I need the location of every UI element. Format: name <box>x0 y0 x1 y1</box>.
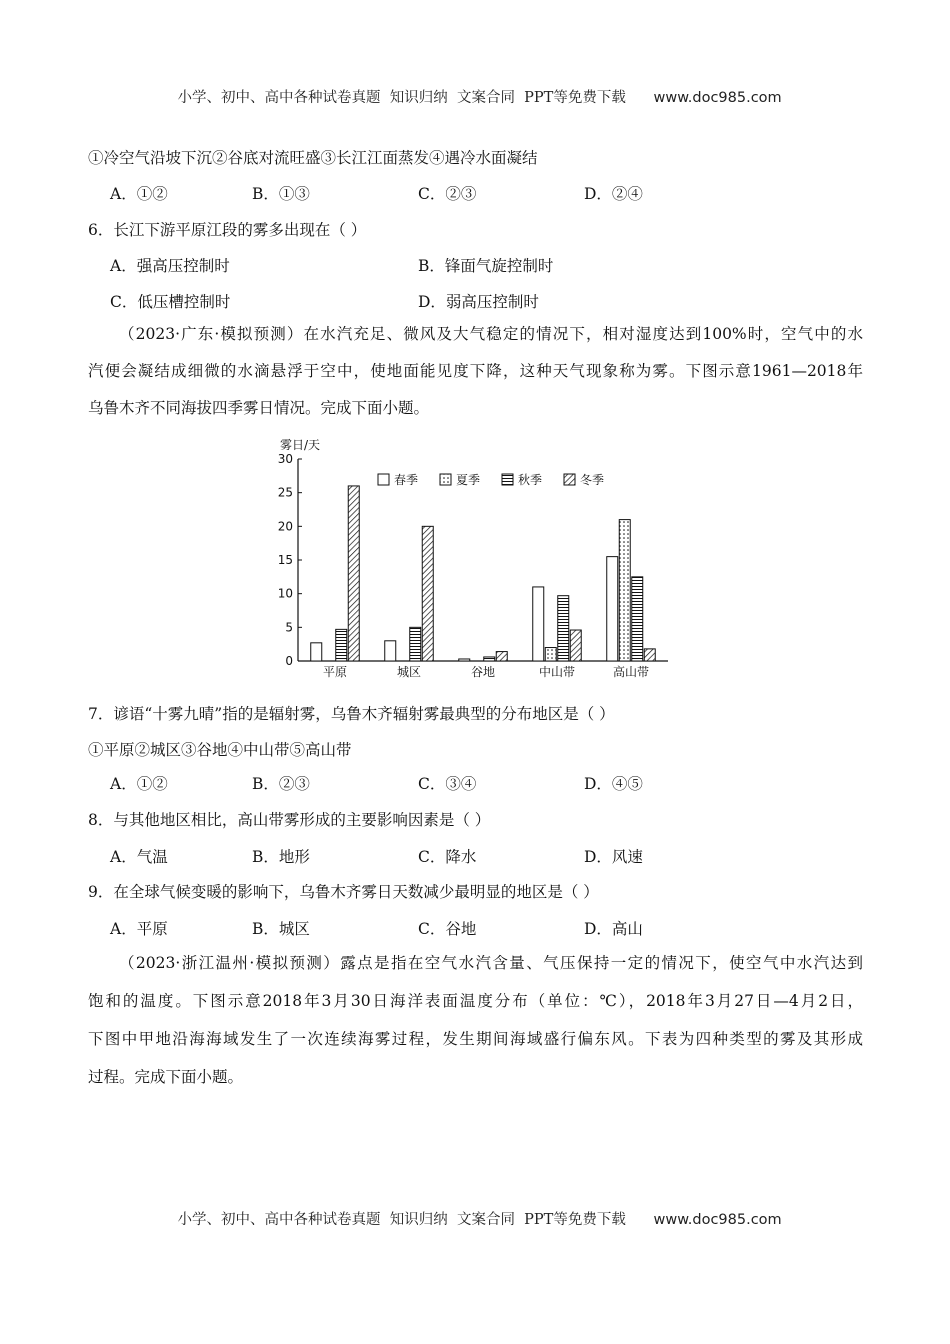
q8-option-c[interactable]: C．降水 <box>418 848 477 866</box>
legend-swatch <box>440 474 451 485</box>
q8-stem: 8．与其他地区相比，高山带雾形成的主要影响因素是（ ） <box>88 811 491 829</box>
bar-冬季-平原 <box>348 486 359 661</box>
q7-option-d[interactable]: D．④⑤ <box>584 775 643 793</box>
passage-2-line-4: 过程。完成下面小题。 <box>88 1068 244 1086</box>
q6-option-c[interactable]: C．低压槽控制时 <box>110 293 231 311</box>
q7-stem: 7．谚语“十雾九晴”指的是辐射雾，乌鲁木齐辐射雾最典型的分布地区是（ ） <box>88 705 615 723</box>
passage-1-line-3: 乌鲁木齐不同海拔四季雾日情况。完成下面小题。 <box>88 399 430 417</box>
bar-冬季-高山带 <box>644 649 655 661</box>
q9-option-c[interactable]: C．谷地 <box>418 920 477 938</box>
bar-春季-谷地 <box>459 659 470 661</box>
header-url: www.doc985.com <box>653 90 782 106</box>
y-tick-label: 0 <box>285 654 293 668</box>
x-tick-label: 高山带 <box>612 665 650 679</box>
passage-2-line-2: 饱和的温度。下图示意2018年3月30日海洋表面温度分布（单位：℃），2018年3月27日—4月2日， <box>88 992 863 1010</box>
q6-option-a[interactable]: A．强高压控制时 <box>110 257 230 275</box>
legend-swatch <box>564 474 575 485</box>
q8-option-b[interactable]: B．地形 <box>252 848 310 866</box>
bar-秋季-平原 <box>336 629 347 661</box>
legend-label: 冬季 <box>580 473 605 487</box>
bar-冬季-中山带 <box>570 630 581 661</box>
passage-1-line-2: 汽便会凝结成细微的水滴悬浮于空中，使地面能见度下降，这种天气现象称为雾。下图示意1961—2018年 <box>88 362 863 380</box>
y-tick-label: 30 <box>277 452 293 466</box>
x-tick-label: 城区 <box>396 665 422 679</box>
x-tick-label: 谷地 <box>470 665 496 679</box>
q7-items: ①平原②城区③谷地④中山带⑤高山带 <box>88 741 352 759</box>
q5-option-c[interactable]: C．②③ <box>418 185 477 203</box>
header-text: 小学、初中、高中各种试卷真题 知识归纳 文案合同 PPT等免费下载 <box>177 90 626 106</box>
bar-春季-城区 <box>385 641 396 661</box>
x-tick-label: 平原 <box>322 665 348 679</box>
legend-label: 夏季 <box>456 473 481 487</box>
q7-option-c[interactable]: C．③④ <box>418 775 477 793</box>
bar-秋季-中山带 <box>558 596 569 661</box>
legend-label: 春季 <box>394 473 419 487</box>
y-tick-label: 25 <box>277 485 293 500</box>
bar-夏季-高山带 <box>619 520 630 661</box>
q8-option-d[interactable]: D．风速 <box>584 848 643 866</box>
bar-秋季-谷地 <box>484 657 495 661</box>
page-header <box>0 70 950 107</box>
q7-option-a[interactable]: A．①② <box>110 775 168 793</box>
x-tick-label: 中山带 <box>538 665 576 679</box>
bar-春季-平原 <box>311 643 322 661</box>
y-tick-label: 20 <box>277 519 293 534</box>
y-tick-label: 5 <box>285 620 293 635</box>
bar-秋季-城区 <box>410 627 421 661</box>
y-axis-label: 雾日/天 <box>280 438 321 452</box>
passage-2-line-3: 下图中甲地沿海海域发生了一次连续海雾过程，发生期间海域盛行偏东风。下表为四种类型的雾及其形成 <box>88 1030 863 1048</box>
bar-春季-中山带 <box>533 587 544 661</box>
bar-春季-高山带 <box>607 557 618 661</box>
q9-stem: 9．在全球气候变暖的影响下，乌鲁木齐雾日天数减少最明显的地区是（ ） <box>88 883 599 901</box>
fog-days-chart-svg <box>270 432 680 680</box>
bar-冬季-城区 <box>422 526 433 661</box>
y-tick-label: 15 <box>277 553 293 567</box>
q5-option-a[interactable]: A．①② <box>110 185 168 203</box>
bar-秋季-高山带 <box>632 577 643 661</box>
q9-option-a[interactable]: A．平原 <box>110 920 168 938</box>
q5-option-b[interactable]: B．①③ <box>252 185 310 203</box>
q7-option-b[interactable]: B．②③ <box>252 775 310 793</box>
q6-option-b[interactable]: B．锋面气旋控制时 <box>418 257 554 275</box>
footer-text: 小学、初中、高中各种试卷真题 知识归纳 文案合同 PPT等免费下载 <box>177 1212 626 1228</box>
fog-days-chart <box>270 432 680 680</box>
legend-swatch <box>502 474 513 485</box>
q8-option-a[interactable]: A．气温 <box>110 848 168 866</box>
passage-2-line-1: （2023·浙江温州·模拟预测）露点是指在空气水汽含量、气压保持一定的情况下，使空气中水汽达到 <box>119 954 863 972</box>
legend-label: 秋季 <box>518 473 543 487</box>
q6-option-d[interactable]: D．弱高压控制时 <box>418 293 539 311</box>
q5-items: ①冷空气沿坡下沉②谷底对流旺盛③长江江面蒸发④遇冷水面凝结 <box>88 149 538 167</box>
q9-option-d[interactable]: D．高山 <box>584 920 643 938</box>
bar-夏季-中山带 <box>545 648 556 661</box>
passage-1-line-1: （2023·广东·模拟预测）在水汽充足、微风及大气稳定的情况下，相对湿度达到100%时，空气中的水 <box>119 325 863 343</box>
page-footer <box>0 1192 950 1229</box>
q5-option-d[interactable]: D．②④ <box>584 185 643 203</box>
legend-swatch <box>378 474 389 485</box>
y-tick-label: 10 <box>277 586 293 601</box>
bar-冬季-谷地 <box>496 652 507 661</box>
footer-url: www.doc985.com <box>653 1212 782 1228</box>
q6-stem: 6．长江下游平原江段的雾多出现在（ ） <box>88 221 367 239</box>
q9-option-b[interactable]: B．城区 <box>252 920 310 938</box>
